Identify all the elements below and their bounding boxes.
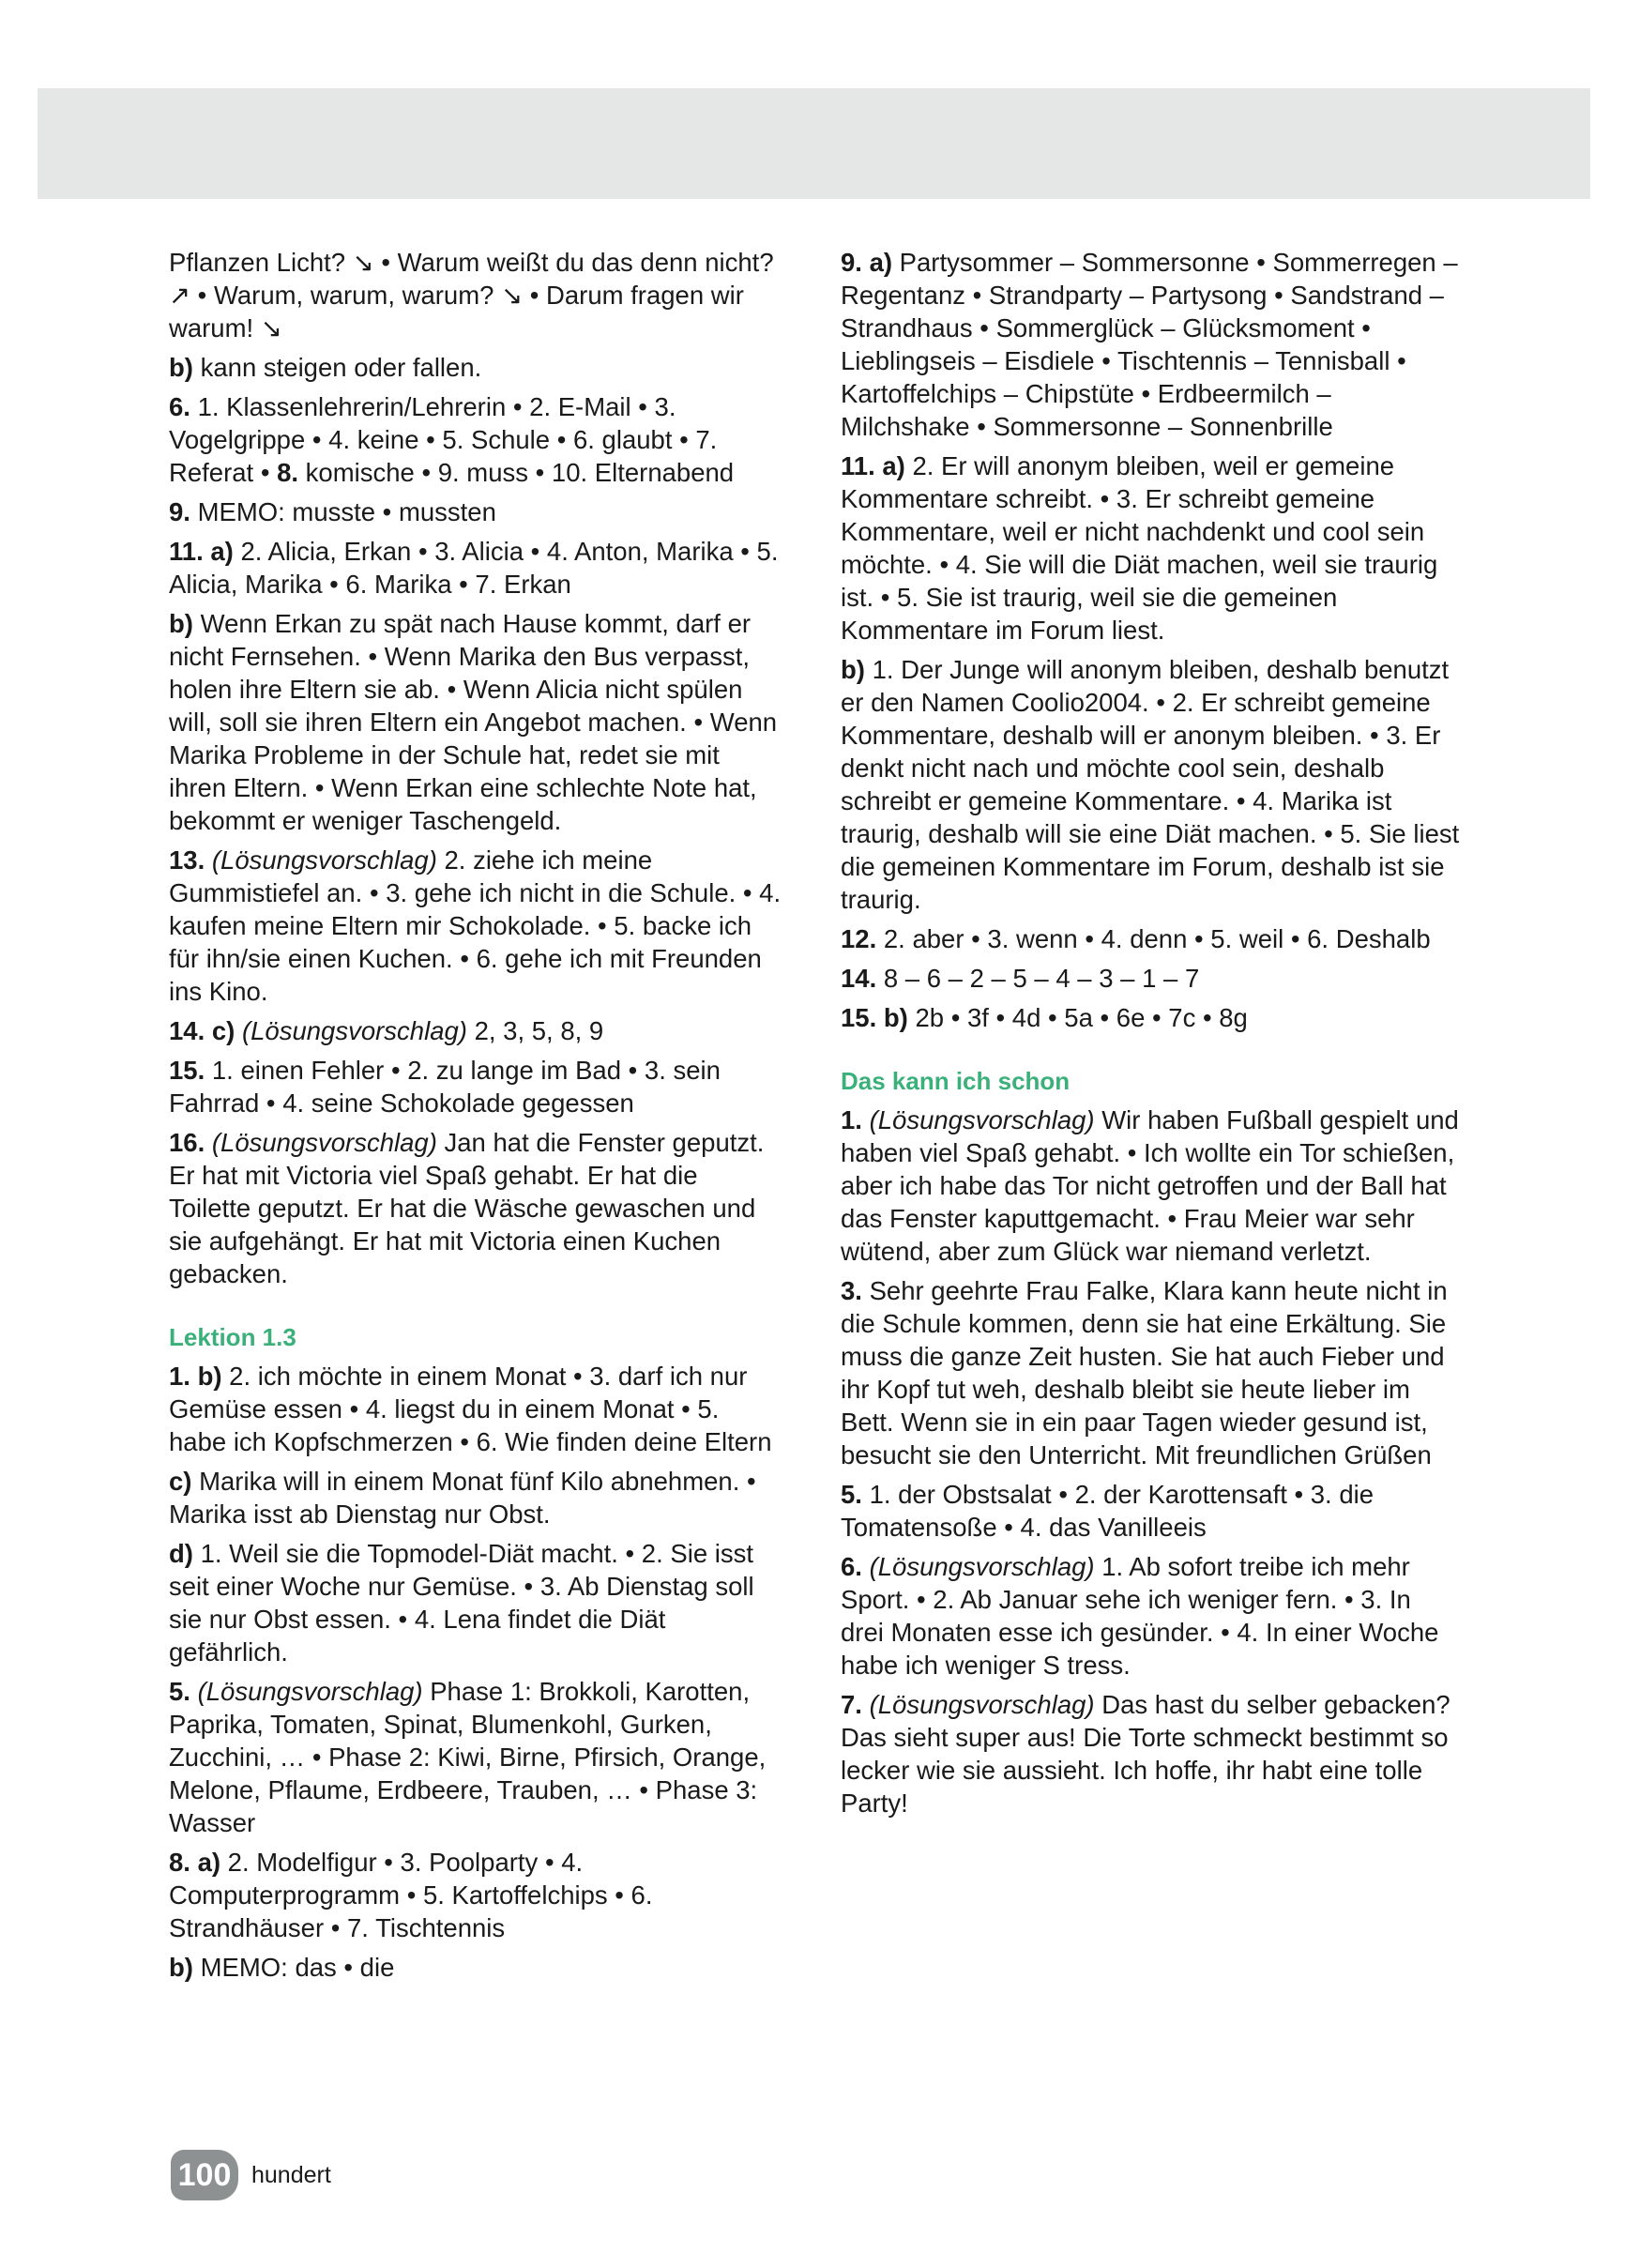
answer-paragraph bbox=[169, 1126, 783, 1290]
answer-paragraph bbox=[169, 246, 783, 344]
right-column bbox=[841, 246, 1460, 1826]
answer-paragraph bbox=[169, 390, 783, 489]
exercise-label: 11. a) bbox=[169, 537, 234, 566]
answer-paragraph bbox=[169, 1054, 783, 1119]
answer-paragraph bbox=[169, 844, 783, 1008]
exercise-label: 3. bbox=[841, 1276, 862, 1305]
answer-text bbox=[862, 1105, 870, 1134]
answer-paragraph bbox=[169, 1675, 783, 1839]
answer-paragraph bbox=[841, 1688, 1460, 1819]
answer-text: Phase 1: Brokkoli, Karotten, Paprika, Tomaten, Spinat, Blumenkohl, Gurken, Zucchini, … • Phase 2: Kiwi, Birne, Pfirsich, Orange, Melone, Pflaume, Erdbeere, Trauben, … • Phase 3: Wasser bbox=[169, 1677, 767, 1837]
exercise-label: 5. bbox=[169, 1677, 190, 1706]
answer-text: Wenn Erkan zu spät nach Hause kommt, darf er nicht Fernsehen. • Wenn Marika den Bus verpasst, holen ihre Eltern sie ab. • Wenn Alicia nicht spülen will, soll sie ihren Eltern ein Angebot machen. • Wenn Marika Probleme in der Schule hat, redet sie mit ihren Eltern. • Wenn Erkan eine schlechte Note hat, bekommt er weniger Taschengeld. bbox=[169, 609, 778, 835]
answer-paragraph bbox=[841, 962, 1460, 995]
exercise-label: 1. bbox=[841, 1105, 862, 1134]
exercise-label: 5. bbox=[841, 1480, 862, 1509]
page-number-word: hundert bbox=[251, 2161, 331, 2188]
answer-text: 2. Modelfigur • 3. Poolparty • 4. Computerprogramm • 5. Kartoffelchips • 6. Strandhäuser • 7. Tischtennis bbox=[169, 1848, 653, 1942]
answer-paragraph bbox=[169, 1537, 783, 1668]
hint-text: (Lösungsvorschlag) bbox=[241, 1016, 467, 1045]
hint-text: (Lösungsvorschlag) bbox=[869, 1690, 1095, 1719]
answer-text: 1. Weil sie die Topmodel-Diät macht. • 2. Sie isst seit einer Woche nur Gemüse. • 3. Ab Dienstag soll sie nur Obst essen. • 4. Lena findet die Diät gefährlich. bbox=[169, 1539, 754, 1667]
answer-text bbox=[190, 1677, 198, 1706]
exercise-label: 13. bbox=[169, 845, 205, 875]
exercise-label: 7. bbox=[841, 1690, 862, 1719]
answer-paragraph bbox=[841, 653, 1460, 916]
answer-text bbox=[862, 1552, 870, 1581]
exercise-label: b) bbox=[169, 1953, 193, 1982]
exercise-label: b) bbox=[169, 353, 193, 382]
exercise-label: 9. bbox=[169, 497, 190, 526]
exercise-label: 12. bbox=[841, 924, 877, 953]
answer-text: 1. Der Junge will anonym bleiben, deshalb benutzt er den Namen Coolio2004. • 2. Er schreibt gemeine Kommentare, deshalb will er anonym bleiben. • 3. Er denkt nicht nach und möchte cool sein, deshalb schreibt er gemeine Kommentare. • 4. Marika ist traurig, deshalb will sie eine Diät machen. • 5. Sie liest die gemeinen Kommentare im Forum, deshalb ist sie traurig. bbox=[841, 655, 1460, 914]
exercise-label: 9. a) bbox=[841, 248, 893, 277]
answer-text: MEMO: musste • mussten bbox=[190, 497, 496, 526]
section-heading: Lektion 1.3 bbox=[169, 1323, 296, 1351]
hint-text: (Lösungsvorschlag) bbox=[211, 1128, 437, 1157]
exercise-label: 15. bbox=[169, 1056, 205, 1085]
answer-text: 2. aber • 3. wenn • 4. denn • 5. weil • 6. Deshalb bbox=[876, 924, 1431, 953]
exercise-label: b) bbox=[841, 655, 865, 684]
answer-text: 1. Ab sofort treibe ich mehr Sport. • 2. Ab Januar sehe ich weniger fern. • 3. In drei Monaten esse ich gesünder. • 4. In einer Woche habe ich weniger S tress. bbox=[841, 1552, 1439, 1680]
hint-text: (Lösungsvorschlag) bbox=[211, 845, 437, 875]
answer-paragraph bbox=[841, 1274, 1460, 1471]
exercise-label: b) bbox=[169, 609, 193, 638]
answer-paragraph bbox=[841, 246, 1460, 443]
exercise-label: c) bbox=[169, 1467, 192, 1496]
answer-paragraph bbox=[841, 1550, 1460, 1682]
answer-text: 2, 3, 5, 8, 9 bbox=[466, 1016, 604, 1045]
exercise-label: d) bbox=[169, 1539, 193, 1568]
answer-text bbox=[862, 1690, 870, 1719]
exercise-label: 8. bbox=[277, 458, 299, 487]
exercise-label: 8. a) bbox=[169, 1848, 221, 1877]
answer-text: Partysommer – Sommersonne • Sommerregen – Regentanz • Strandparty – Partysong • Sandstrand – Strandhaus • Sommerglück – Glücksmoment • Lieblingseis – Eisdiele • Tischtennis – Tennisball • Kartoffelchips – Chipstüte • Erdbeermilch – Milchshake • Sommersonne – Sonnenbrille bbox=[841, 248, 1458, 441]
answer-paragraph bbox=[169, 1951, 783, 1984]
left-column bbox=[169, 246, 783, 1990]
answer-text: Jan hat die Fenster geputzt. Er hat mit Victoria viel Spaß gehabt. Er hat die Toilette geputzt. Er hat die Wäsche gewaschen und sie aufgehängt. Er hat mit Victoria einen Kuchen gebacken. bbox=[169, 1128, 765, 1288]
answer-text: 2. Alicia, Erkan • 3. Alicia • 4. Anton, Marika • 5. Alicia, Marika • 6. Marika • 7. Erkan bbox=[169, 537, 779, 599]
answer-paragraph bbox=[169, 351, 783, 384]
hint-text: (Lösungsvorschlag) bbox=[197, 1677, 423, 1706]
answer-text: kann steigen oder fallen. bbox=[192, 353, 482, 382]
header-band bbox=[38, 88, 1590, 199]
answer-text: komische • 9. muss • 10. Elternabend bbox=[298, 458, 735, 487]
exercise-label: 1. b) bbox=[169, 1362, 222, 1391]
answer-paragraph bbox=[169, 495, 783, 528]
answer-paragraph bbox=[169, 607, 783, 837]
answer-text bbox=[205, 845, 212, 875]
answer-text: Pflanzen Licht? ↘ • Warum weißt du das denn nicht? ↗ • Warum, warum, warum? ↘ • Darum fragen wir warum! ↘ bbox=[169, 248, 774, 342]
page-footer bbox=[171, 2150, 331, 2200]
answer-text bbox=[235, 1016, 242, 1045]
answer-paragraph bbox=[169, 1014, 783, 1047]
exercise-label: 6. bbox=[169, 392, 190, 421]
answer-text: MEMO: das • die bbox=[192, 1953, 395, 1982]
exercise-label: 11. a) bbox=[841, 451, 905, 480]
answer-paragraph bbox=[841, 449, 1460, 647]
answer-paragraph bbox=[841, 1478, 1460, 1544]
answer-text: 2. ziehe ich meine Gummistiefel an. • 3. gehe ich nicht in die Schule. • 4. kaufen meine Eltern mir Schokolade. • 5. backe ich für ihn/sie einen Kuchen. • 6. gehe ich mit Freunden ins Kino. bbox=[169, 845, 782, 1006]
exercise-label: 15. b) bbox=[841, 1003, 908, 1032]
answer-paragraph bbox=[169, 535, 783, 601]
answer-text: 1. der Obstsalat • 2. der Karottensaft • 3. die Tomatensoße • 4. das Vanilleeis bbox=[841, 1480, 1374, 1542]
answer-text: 8 – 6 – 2 – 5 – 4 – 3 – 1 – 7 bbox=[876, 964, 1200, 993]
page-number-badge: 100 bbox=[171, 2150, 238, 2200]
hint-text: (Lösungsvorschlag) bbox=[869, 1552, 1095, 1581]
answer-text: 2. ich möchte in einem Monat • 3. darf ich nur Gemüse essen • 4. liegst du in einem Monat • 5. habe ich Kopfschmerzen • 6. Wie finden deine Eltern bbox=[169, 1362, 772, 1456]
exercise-label: 16. bbox=[169, 1128, 205, 1157]
answer-paragraph bbox=[841, 922, 1460, 955]
answer-text: Sehr geehrte Frau Falke, Klara kann heute nicht in die Schule kommen, denn sie hat eine Erkältung. Sie muss die ganze Zeit husten. Sie hat auch Fieber und ihr Kopf tut weh, deshalb bleibt sie heute lieber im Bett. Wenn sie in ein paar Tagen wieder gesund ist, besucht sie den Unterricht. Mit freundlichen Grüßen bbox=[841, 1276, 1448, 1469]
answer-paragraph bbox=[169, 1465, 783, 1530]
hint-text: (Lösungsvorschlag) bbox=[869, 1105, 1095, 1134]
section-heading: Das kann ich schon bbox=[841, 1067, 1071, 1095]
answer-text: Wir haben Fußball gespielt und haben viel Spaß gehabt. • Ich wollte ein Tor schießen, aber ich habe das Tor nicht getroffen und der Ball hat das Fenster kaputtgemacht. • Frau Meier war sehr wütend, aber zum Glück war niemand verletzt. bbox=[841, 1105, 1459, 1266]
answer-text: 2b • 3f • 4d • 5a • 6e • 7c • 8g bbox=[907, 1003, 1248, 1032]
exercise-label: 14. c) bbox=[169, 1016, 235, 1045]
exercise-label: 14. bbox=[841, 964, 877, 993]
answer-text bbox=[205, 1128, 212, 1157]
answer-text: Marika will in einem Monat fünf Kilo abnehmen. • Marika isst ab Dienstag nur Obst. bbox=[169, 1467, 756, 1529]
answer-paragraph bbox=[169, 1846, 783, 1944]
answer-paragraph bbox=[841, 1001, 1460, 1034]
answer-paragraph bbox=[169, 1360, 783, 1458]
exercise-label: 6. bbox=[841, 1552, 862, 1581]
answer-text: 2. Er will anonym bleiben, weil er gemeine Kommentare schreibt. • 3. Er schreibt gemeine Kommentare, weil er nicht nachdenkt und cool sein möchte. • 4. Sie will die Diät machen, weil sie traurig ist. • 5. Sie ist traurig, weil sie die gemeinen Kommentare im Forum liest. bbox=[841, 451, 1438, 645]
answer-paragraph bbox=[841, 1104, 1460, 1268]
answer-text: 1. einen Fehler • 2. zu lange im Bad • 3. sein Fahrrad • 4. seine Schokolade gegessen bbox=[169, 1056, 721, 1118]
answer-text: Das hast du selber gebacken? Das sieht super aus! Die Torte schmeckt bestimmt so lecker wie sie aussieht. Ich hoffe, ihr habt eine tolle Party! bbox=[841, 1690, 1450, 1818]
answer-text: 1. Klassenlehrerin/Lehrerin • 2. E-Mail • 3. Vogelgrippe • 4. keine • 5. Schule • 6. glaubt • 7. Referat • bbox=[169, 392, 718, 487]
